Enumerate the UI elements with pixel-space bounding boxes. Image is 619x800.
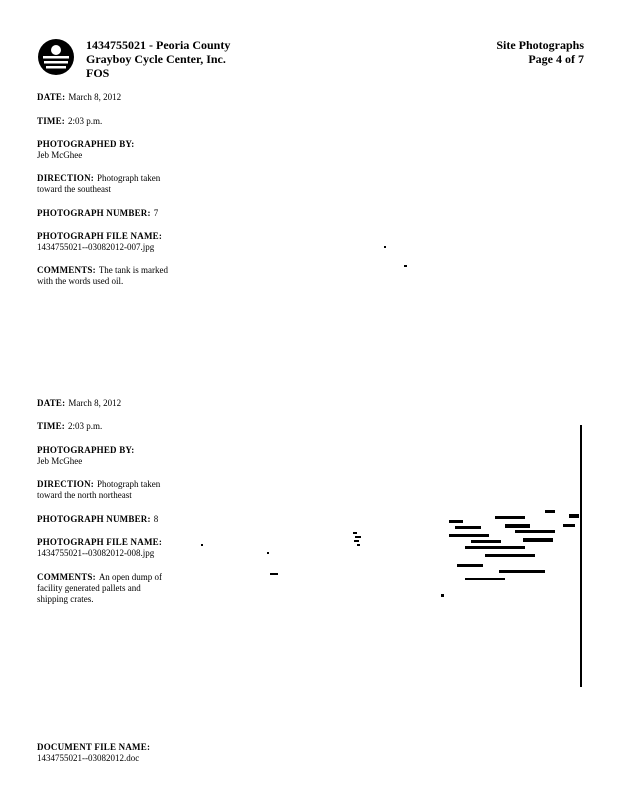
document-file-value: 1434755021--03082012.doc	[37, 753, 140, 763]
file-label: PHOTOGRAPH FILE NAME:	[37, 537, 163, 547]
photographer-value: Jeb McGhee	[37, 150, 83, 160]
header-site-info	[86, 38, 230, 80]
time-value: 2:03 p.m.	[68, 116, 103, 126]
date-label: DATE:	[37, 92, 66, 102]
direction-value-b: toward the north northeast	[37, 490, 132, 500]
time-label: TIME:	[37, 116, 65, 126]
direction-label: DIRECTION:	[37, 479, 95, 489]
photo-8-scan-artifacts	[345, 420, 585, 695]
photo-8-file	[37, 537, 207, 559]
comments-label: COMMENTS:	[37, 572, 96, 582]
comments-value-c: shipping crates.	[37, 594, 94, 604]
photo-8-time	[37, 421, 207, 432]
scan-speck	[384, 246, 386, 248]
document-title: Site Photographs	[496, 38, 584, 52]
photo-8-comments	[37, 572, 207, 605]
date-value: March 8, 2012	[68, 398, 122, 408]
scan-speck	[270, 573, 278, 575]
header-report-type: FOS	[86, 66, 110, 80]
direction-value-a: Photograph taken	[97, 479, 161, 489]
photographer-value: Jeb McGhee	[37, 456, 83, 466]
comments-value-a: An open dump of	[98, 572, 163, 582]
direction-value-b: toward the southeast	[37, 184, 111, 194]
file-value: 1434755021--03082012-007.jpg	[37, 242, 155, 252]
photo-8-direction	[37, 479, 207, 501]
photo-7-direction	[37, 173, 207, 195]
date-value: March 8, 2012	[68, 92, 122, 102]
time-label: TIME:	[37, 421, 65, 431]
comments-value-b: facility generated pallets and	[37, 583, 141, 593]
photo-7-photographer	[37, 139, 207, 161]
photo-7-file	[37, 231, 207, 253]
scan-speck	[404, 265, 407, 267]
scan-speck	[201, 544, 203, 546]
number-value: 7	[153, 208, 159, 218]
time-value: 2:03 p.m.	[68, 421, 103, 431]
header-page-info	[496, 38, 584, 66]
number-label: PHOTOGRAPH NUMBER:	[37, 514, 151, 524]
comments-value-a: The tank is marked	[98, 265, 169, 275]
number-value: 8	[153, 514, 159, 524]
number-label: PHOTOGRAPH NUMBER:	[37, 208, 151, 218]
header-site-name: Grayboy Cycle Center, Inc.	[86, 52, 226, 66]
comments-value-b: with the words used oil.	[37, 276, 124, 286]
file-value: 1434755021--03082012-008.jpg	[37, 548, 155, 558]
photo-8-date	[37, 398, 207, 409]
page-number: Page 4 of 7	[528, 52, 584, 66]
photo-8-photographer	[37, 445, 207, 467]
agency-logo-icon	[37, 38, 75, 76]
photo-8-frame-edge	[580, 425, 582, 687]
file-label: PHOTOGRAPH FILE NAME:	[37, 231, 163, 241]
photo-7-number	[37, 208, 207, 219]
comments-label: COMMENTS:	[37, 265, 96, 275]
photo-7-date	[37, 92, 207, 103]
header-site-id: 1434755021 - Peoria County	[86, 38, 231, 52]
scan-speck	[267, 552, 269, 554]
document-file-label: DOCUMENT FILE NAME:	[37, 742, 151, 752]
photographer-label: PHOTOGRAPHED BY:	[37, 139, 135, 149]
photo-8-number	[37, 514, 207, 525]
direction-label: DIRECTION:	[37, 173, 95, 183]
photo-7-comments	[37, 265, 207, 287]
direction-value-a: Photograph taken	[97, 173, 161, 183]
photographer-label: PHOTOGRAPHED BY:	[37, 445, 135, 455]
date-label: DATE:	[37, 398, 66, 408]
photo-7-time	[37, 116, 207, 127]
document-file-footer	[37, 742, 237, 764]
